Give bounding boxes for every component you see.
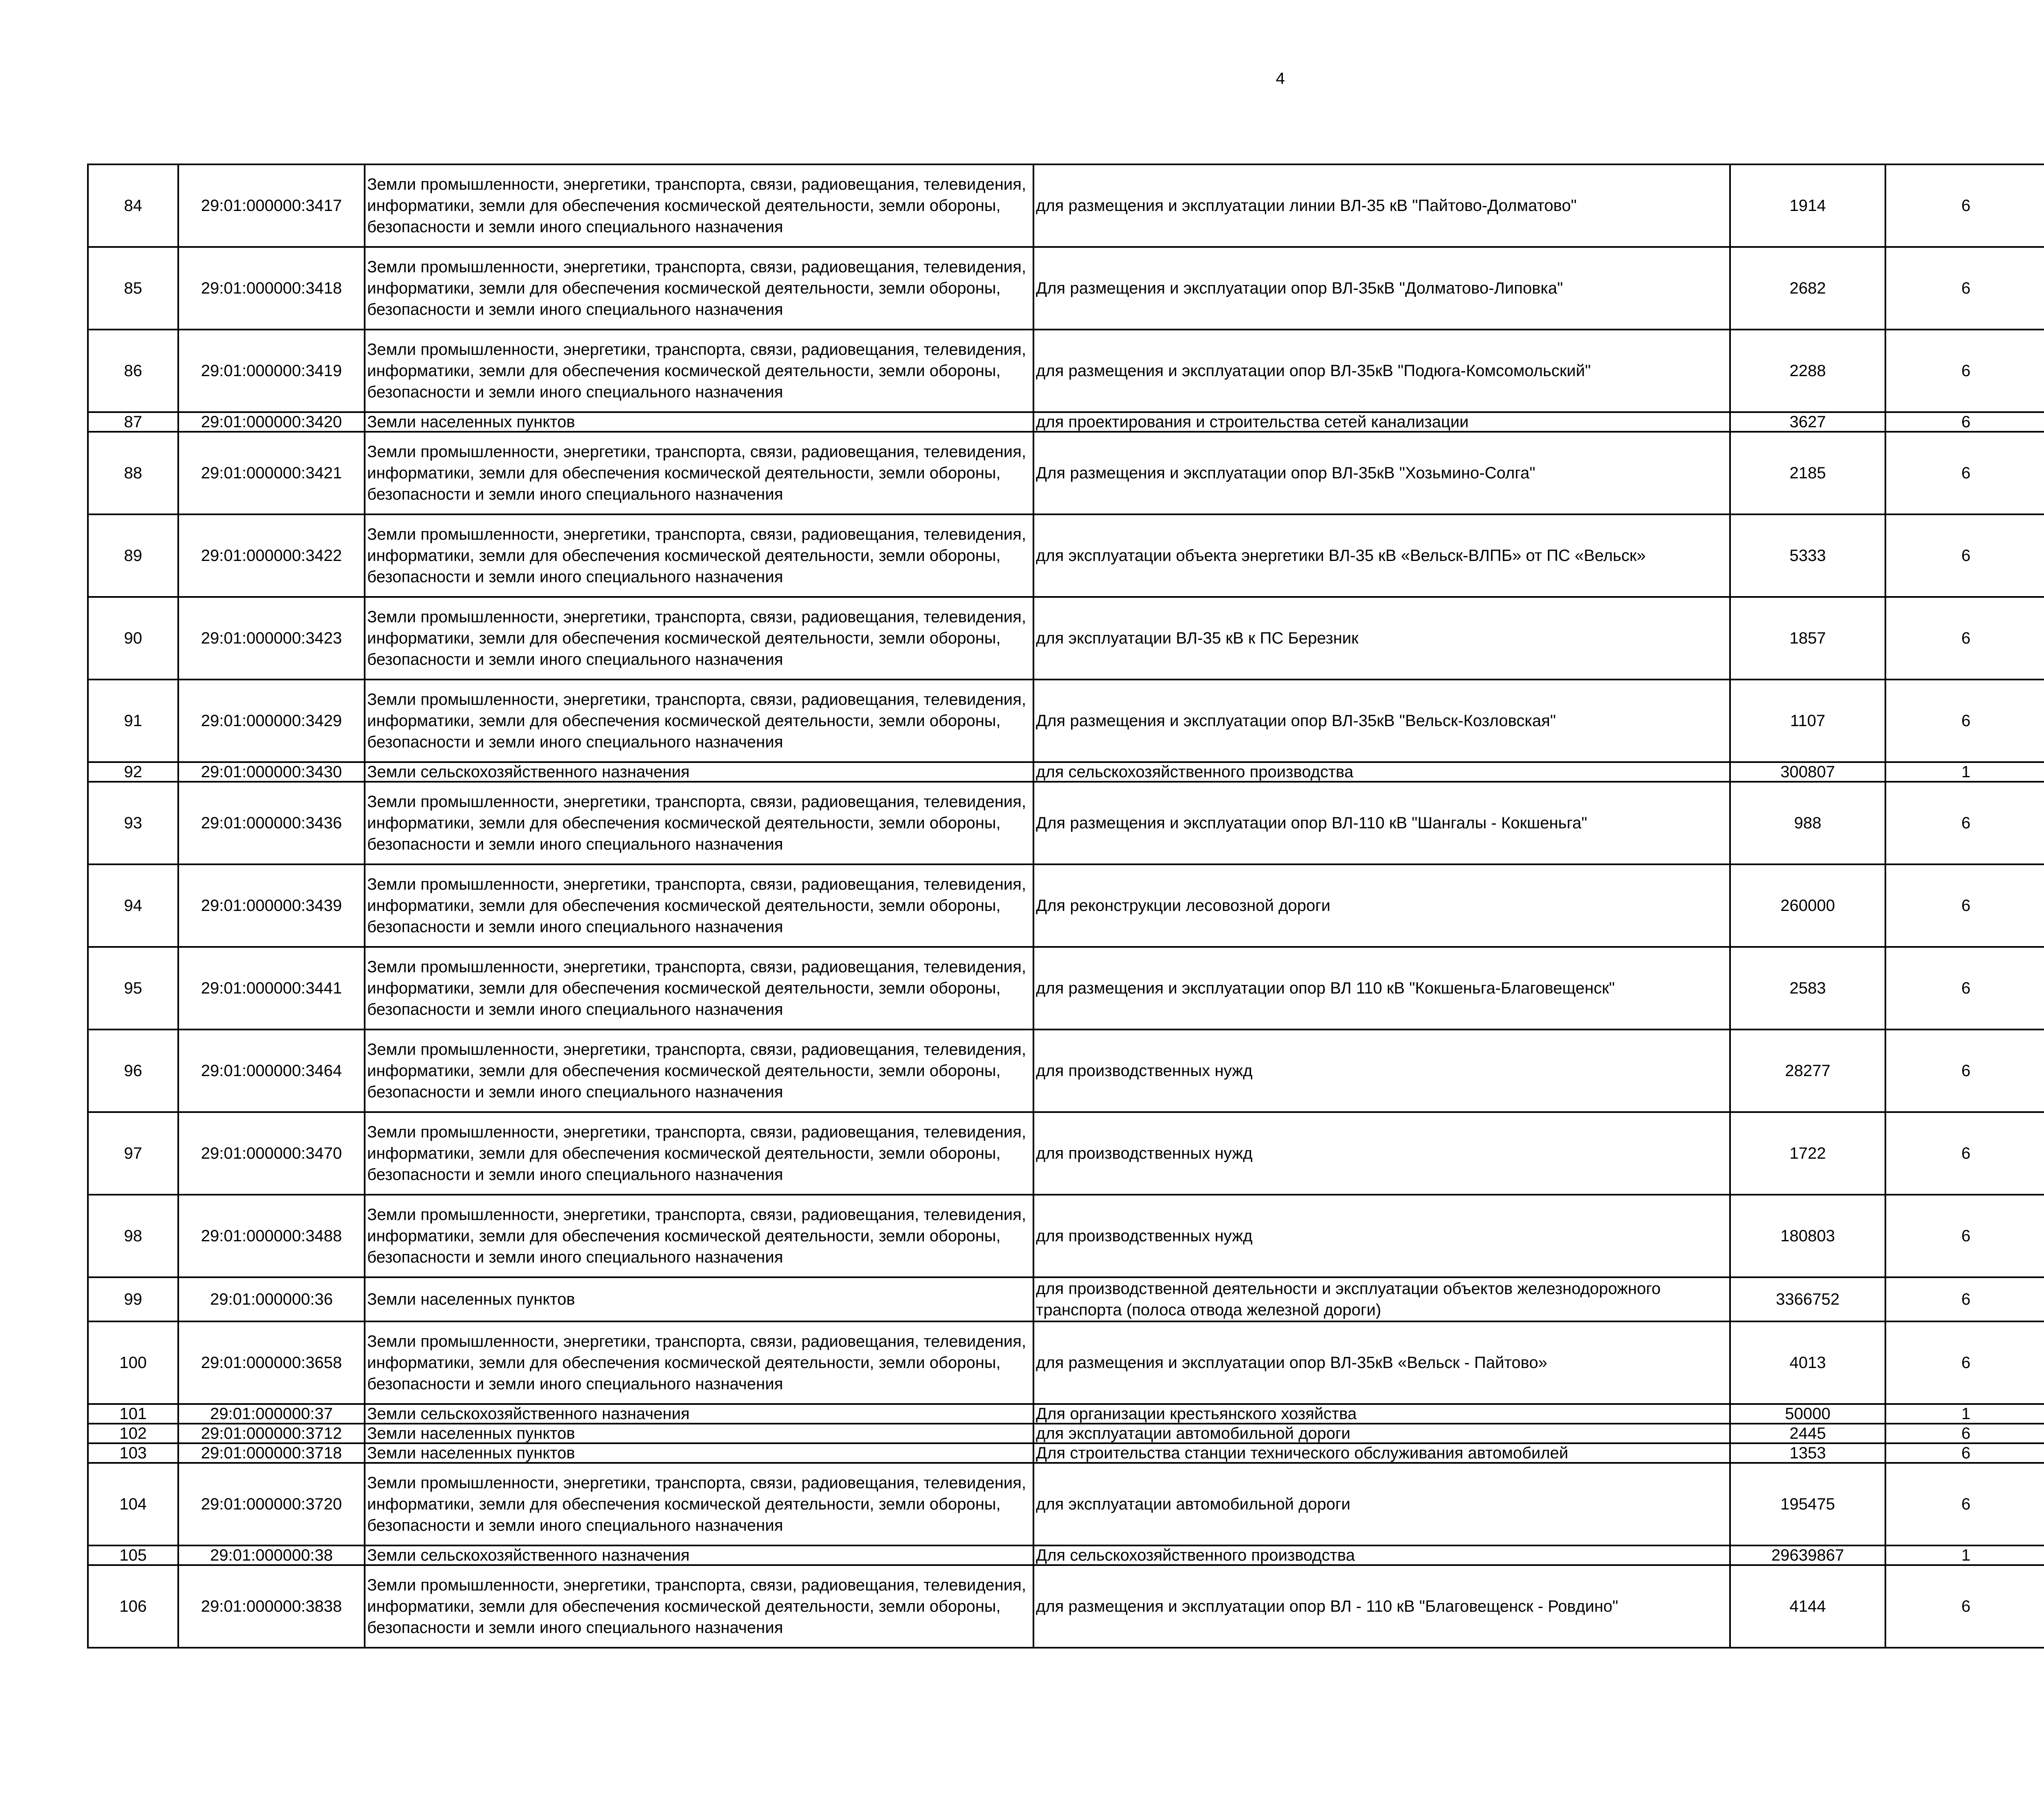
land-category-cell: Земли промышленности, энергетики, транспорта, связи, радиовещания, телевидения, информатики, земли для обеспечения космической деятельности, земли обороны, безопасности и земли иного специального назначения <box>365 1112 1033 1195</box>
permitted-use-cell: Для сельскохозяйственного производства <box>1033 1545 1730 1565</box>
table-row <box>88 1277 2044 1321</box>
land-category-cell: Земли промышленности, энергетики, транспорта, связи, радиовещания, телевидения, информатики, земли для обеспечения космической деятельности, земли обороны, безопасности и земли иного специального назначения <box>365 514 1033 597</box>
land-category-cell: Земли промышленности, энергетики, транспорта, связи, радиовещания, телевидения, информатики, земли для обеспечения космической деятельности, земли обороны, безопасности и земли иного специального назначения <box>365 864 1033 947</box>
cadastral-number-cell: 29:01:000000:3488 <box>178 1195 365 1277</box>
row-number-cell: 95 <box>88 947 178 1029</box>
row-number-cell: 96 <box>88 1029 178 1112</box>
row-number-cell: 97 <box>88 1112 178 1195</box>
land-category-cell: Земли промышленности, энергетики, транспорта, связи, радиовещания, телевидения, информатики, земли для обеспечения космической деятельности, земли обороны, безопасности и земли иного специального назначения <box>365 1463 1033 1545</box>
cadastral-number-cell: 29:01:000000:3470 <box>178 1112 365 1195</box>
cadastral-number-cell: 29:01:000000:37 <box>178 1404 365 1424</box>
use-group-cell: 6 <box>1885 947 2044 1029</box>
cadastral-number-cell: 29:01:000000:3838 <box>178 1565 365 1648</box>
area-cell: 3627 <box>1730 412 1885 432</box>
use-group-cell: 6 <box>1885 1321 2044 1404</box>
row-number-cell: 84 <box>88 164 178 247</box>
land-category-cell: Земли населенных пунктов <box>365 1277 1033 1321</box>
land-category-cell: Земли промышленности, энергетики, транспорта, связи, радиовещания, телевидения, информатики, земли для обеспечения космической деятельности, земли обороны, безопасности и земли иного специального назначения <box>365 1195 1033 1277</box>
land-category-cell: Земли сельскохозяйственного назначения <box>365 1404 1033 1424</box>
table-row <box>88 1463 2044 1545</box>
cadastral-number-cell: 29:01:000000:3720 <box>178 1463 365 1545</box>
use-group-cell: 6 <box>1885 1463 2044 1545</box>
area-cell: 1914 <box>1730 164 1885 247</box>
area-cell: 300807 <box>1730 762 1885 782</box>
cadastral-number-cell: 29:01:000000:3420 <box>178 412 365 432</box>
area-cell: 5333 <box>1730 514 1885 597</box>
permitted-use-cell: для эксплуатации автомобильной дороги <box>1033 1463 1730 1545</box>
table-row <box>88 164 2044 247</box>
row-number-cell: 104 <box>88 1463 178 1545</box>
area-cell: 4013 <box>1730 1321 1885 1404</box>
page-number: 4 <box>1275 70 1285 87</box>
row-number-cell: 103 <box>88 1443 178 1463</box>
land-plots-table <box>87 164 2044 1649</box>
cadastral-number-cell: 29:01:000000:3418 <box>178 247 365 330</box>
table-row <box>88 947 2044 1029</box>
table-row <box>88 1029 2044 1112</box>
row-number-cell: 93 <box>88 782 178 864</box>
table-row <box>88 1424 2044 1443</box>
use-group-cell: 1 <box>1885 1545 2044 1565</box>
row-number-cell: 86 <box>88 330 178 412</box>
table-row <box>88 1404 2044 1424</box>
area-cell: 3366752 <box>1730 1277 1885 1321</box>
cadastral-number-cell: 29:01:000000:36 <box>178 1277 365 1321</box>
permitted-use-cell: для размещения и эксплуатации линии ВЛ-35 кВ "Пайтово-Долматово" <box>1033 164 1730 247</box>
permitted-use-cell: для эксплуатации объекта энергетики ВЛ-35 кВ «Вельск-ВЛПБ» от ПС «Вельск» <box>1033 514 1730 597</box>
area-cell: 1353 <box>1730 1443 1885 1463</box>
table-row <box>88 1321 2044 1404</box>
use-group-cell: 1 <box>1885 1404 2044 1424</box>
area-cell: 195475 <box>1730 1463 1885 1545</box>
land-category-cell: Земли промышленности, энергетики, транспорта, связи, радиовещания, телевидения, информатики, земли для обеспечения космической деятельности, земли обороны, безопасности и земли иного специального назначения <box>365 1565 1033 1648</box>
land-category-cell: Земли промышленности, энергетики, транспорта, связи, радиовещания, телевидения, информатики, земли для обеспечения космической деятельности, земли обороны, безопасности и земли иного специального назначения <box>365 597 1033 680</box>
row-number-cell: 92 <box>88 762 178 782</box>
area-cell: 260000 <box>1730 864 1885 947</box>
land-category-cell: Земли промышленности, энергетики, транспорта, связи, радиовещания, телевидения, информатики, земли для обеспечения космической деятельности, земли обороны, безопасности и земли иного специального назначения <box>365 330 1033 412</box>
permitted-use-cell: для производственной деятельности и эксплуатации объектов железнодорожного транспорта (полоса отвода железной дороги) <box>1033 1277 1730 1321</box>
use-group-cell: 6 <box>1885 1277 2044 1321</box>
land-category-cell: Земли населенных пунктов <box>365 1424 1033 1443</box>
land-category-cell: Земли населенных пунктов <box>365 412 1033 432</box>
table-row <box>88 412 2044 432</box>
row-number-cell: 85 <box>88 247 178 330</box>
row-number-cell: 100 <box>88 1321 178 1404</box>
permitted-use-cell: для эксплуатации автомобильной дороги <box>1033 1424 1730 1443</box>
land-category-cell: Земли промышленности, энергетики, транспорта, связи, радиовещания, телевидения, информатики, земли для обеспечения космической деятельности, земли обороны, безопасности и земли иного специального назначения <box>365 164 1033 247</box>
table-row <box>88 1112 2044 1195</box>
area-cell: 4144 <box>1730 1565 1885 1648</box>
table-row <box>88 762 2044 782</box>
permitted-use-cell: для размещения и эксплуатации опор ВЛ - 110 кВ "Благовещенск - Ровдино" <box>1033 1565 1730 1648</box>
row-number-cell: 94 <box>88 864 178 947</box>
cadastral-number-cell: 29:01:000000:3430 <box>178 762 365 782</box>
row-number-cell: 102 <box>88 1424 178 1443</box>
cadastral-number-cell: 29:01:000000:3429 <box>178 680 365 762</box>
area-cell: 1857 <box>1730 597 1885 680</box>
use-group-cell: 6 <box>1885 1443 2044 1463</box>
cadastral-number-cell: 29:01:000000:3417 <box>178 164 365 247</box>
table-row <box>88 432 2044 514</box>
area-cell: 180803 <box>1730 1195 1885 1277</box>
cadastral-number-cell: 29:01:000000:3712 <box>178 1424 365 1443</box>
row-number-cell: 89 <box>88 514 178 597</box>
table-row <box>88 514 2044 597</box>
area-cell: 988 <box>1730 782 1885 864</box>
row-number-cell: 99 <box>88 1277 178 1321</box>
use-group-cell: 6 <box>1885 330 2044 412</box>
use-group-cell: 1 <box>1885 762 2044 782</box>
cadastral-number-cell: 29:01:000000:3658 <box>178 1321 365 1404</box>
land-category-cell: Земли сельскохозяйственного назначения <box>365 762 1033 782</box>
row-number-cell: 105 <box>88 1545 178 1565</box>
use-group-cell: 6 <box>1885 164 2044 247</box>
permitted-use-cell: Для строительства станции технического обслуживания автомобилей <box>1033 1443 1730 1463</box>
row-number-cell: 91 <box>88 680 178 762</box>
permitted-use-cell: для эксплуатации ВЛ-35 кВ к ПС Березник <box>1033 597 1730 680</box>
area-cell: 2583 <box>1730 947 1885 1029</box>
cadastral-number-cell: 29:01:000000:3718 <box>178 1443 365 1463</box>
use-group-cell: 6 <box>1885 680 2044 762</box>
table-row <box>88 680 2044 762</box>
table-row <box>88 782 2044 864</box>
use-group-cell: 6 <box>1885 432 2044 514</box>
permitted-use-cell: для производственных нужд <box>1033 1029 1730 1112</box>
area-cell: 2185 <box>1730 432 1885 514</box>
cadastral-number-cell: 29:01:000000:3439 <box>178 864 365 947</box>
area-cell: 50000 <box>1730 1404 1885 1424</box>
row-number-cell: 87 <box>88 412 178 432</box>
use-group-cell: 6 <box>1885 864 2044 947</box>
permitted-use-cell: для размещения и эксплуатации опор ВЛ-35кВ «Вельск - Пайтово» <box>1033 1321 1730 1404</box>
permitted-use-cell: для размещения и эксплуатации опор ВЛ-35кВ "Подюга-Комсомольский" <box>1033 330 1730 412</box>
land-category-cell: Земли промышленности, энергетики, транспорта, связи, радиовещания, телевидения, информатики, земли для обеспечения космической деятельности, земли обороны, безопасности и земли иного специального назначения <box>365 1321 1033 1404</box>
cadastral-number-cell: 29:01:000000:3421 <box>178 432 365 514</box>
table-row <box>88 1195 2044 1277</box>
use-group-cell: 6 <box>1885 412 2044 432</box>
row-number-cell: 101 <box>88 1404 178 1424</box>
land-category-cell: Земли промышленности, энергетики, транспорта, связи, радиовещания, телевидения, информатики, земли для обеспечения космической деятельности, земли обороны, безопасности и земли иного специального назначения <box>365 680 1033 762</box>
area-cell: 28277 <box>1730 1029 1885 1112</box>
permitted-use-cell: Для размещения и эксплуатации опор ВЛ-35кВ "Вельск-Козловская" <box>1033 680 1730 762</box>
land-category-cell: Земли промышленности, энергетики, транспорта, связи, радиовещания, телевидения, информатики, земли для обеспечения космической деятельности, земли обороны, безопасности и земли иного специального назначения <box>365 432 1033 514</box>
permitted-use-cell: для сельскохозяйственного производства <box>1033 762 1730 782</box>
land-category-cell: Земли промышленности, энергетики, транспорта, связи, радиовещания, телевидения, информатики, земли для обеспечения космической деятельности, земли обороны, безопасности и земли иного специального назначения <box>365 1029 1033 1112</box>
permitted-use-cell: Для размещения и эксплуатации опор ВЛ-110 кВ "Шангалы - Кокшеньга" <box>1033 782 1730 864</box>
cadastral-number-cell: 29:01:000000:3419 <box>178 330 365 412</box>
table-row <box>88 247 2044 330</box>
cadastral-number-cell: 29:01:000000:38 <box>178 1545 365 1565</box>
use-group-cell: 6 <box>1885 1029 2044 1112</box>
land-category-cell: Земли промышленности, энергетики, транспорта, связи, радиовещания, телевидения, информатики, земли для обеспечения космической деятельности, земли обороны, безопасности и земли иного специального назначения <box>365 247 1033 330</box>
permitted-use-cell: для проектирования и строительства сетей канализации <box>1033 412 1730 432</box>
table-row <box>88 597 2044 680</box>
cadastral-number-cell: 29:01:000000:3436 <box>178 782 365 864</box>
use-group-cell: 6 <box>1885 1424 2044 1443</box>
cadastral-number-cell: 29:01:000000:3441 <box>178 947 365 1029</box>
use-group-cell: 6 <box>1885 1112 2044 1195</box>
use-group-cell: 6 <box>1885 1195 2044 1277</box>
permitted-use-cell: для производственных нужд <box>1033 1195 1730 1277</box>
table-body <box>88 164 2044 1648</box>
area-cell: 2682 <box>1730 247 1885 330</box>
permitted-use-cell: Для организации крестьянского хозяйства <box>1033 1404 1730 1424</box>
area-cell: 1107 <box>1730 680 1885 762</box>
use-group-cell: 6 <box>1885 782 2044 864</box>
area-cell: 29639867 <box>1730 1545 1885 1565</box>
area-cell: 2445 <box>1730 1424 1885 1443</box>
land-category-cell: Земли промышленности, энергетики, транспорта, связи, радиовещания, телевидения, информатики, земли для обеспечения космической деятельности, земли обороны, безопасности и земли иного специального назначения <box>365 947 1033 1029</box>
row-number-cell: 88 <box>88 432 178 514</box>
table-row <box>88 864 2044 947</box>
table-row <box>88 330 2044 412</box>
permitted-use-cell: Для размещения и эксплуатации опор ВЛ-35кВ "Долматово-Липовка" <box>1033 247 1730 330</box>
permitted-use-cell: Для размещения и эксплуатации опор ВЛ-35кВ "Хозьмино-Солга" <box>1033 432 1730 514</box>
permitted-use-cell: Для реконструкции лесовозной дороги <box>1033 864 1730 947</box>
use-group-cell: 6 <box>1885 1565 2044 1648</box>
row-number-cell: 106 <box>88 1565 178 1648</box>
table-row <box>88 1545 2044 1565</box>
use-group-cell: 6 <box>1885 247 2044 330</box>
land-category-cell: Земли промышленности, энергетики, транспорта, связи, радиовещания, телевидения, информатики, земли для обеспечения космической деятельности, земли обороны, безопасности и земли иного специального назначения <box>365 782 1033 864</box>
row-number-cell: 90 <box>88 597 178 680</box>
area-cell: 1722 <box>1730 1112 1885 1195</box>
permitted-use-cell: для производственных нужд <box>1033 1112 1730 1195</box>
use-group-cell: 6 <box>1885 514 2044 597</box>
table-row <box>88 1565 2044 1648</box>
use-group-cell: 6 <box>1885 597 2044 680</box>
row-number-cell: 98 <box>88 1195 178 1277</box>
cadastral-number-cell: 29:01:000000:3423 <box>178 597 365 680</box>
land-category-cell: Земли сельскохозяйственного назначения <box>365 1545 1033 1565</box>
land-category-cell: Земли населенных пунктов <box>365 1443 1033 1463</box>
cadastral-number-cell: 29:01:000000:3464 <box>178 1029 365 1112</box>
permitted-use-cell: для размещения и эксплуатации опор ВЛ 110 кВ "Кокшеньга-Благовещенск" <box>1033 947 1730 1029</box>
area-cell: 2288 <box>1730 330 1885 412</box>
table-row <box>88 1443 2044 1463</box>
cadastral-number-cell: 29:01:000000:3422 <box>178 514 365 597</box>
